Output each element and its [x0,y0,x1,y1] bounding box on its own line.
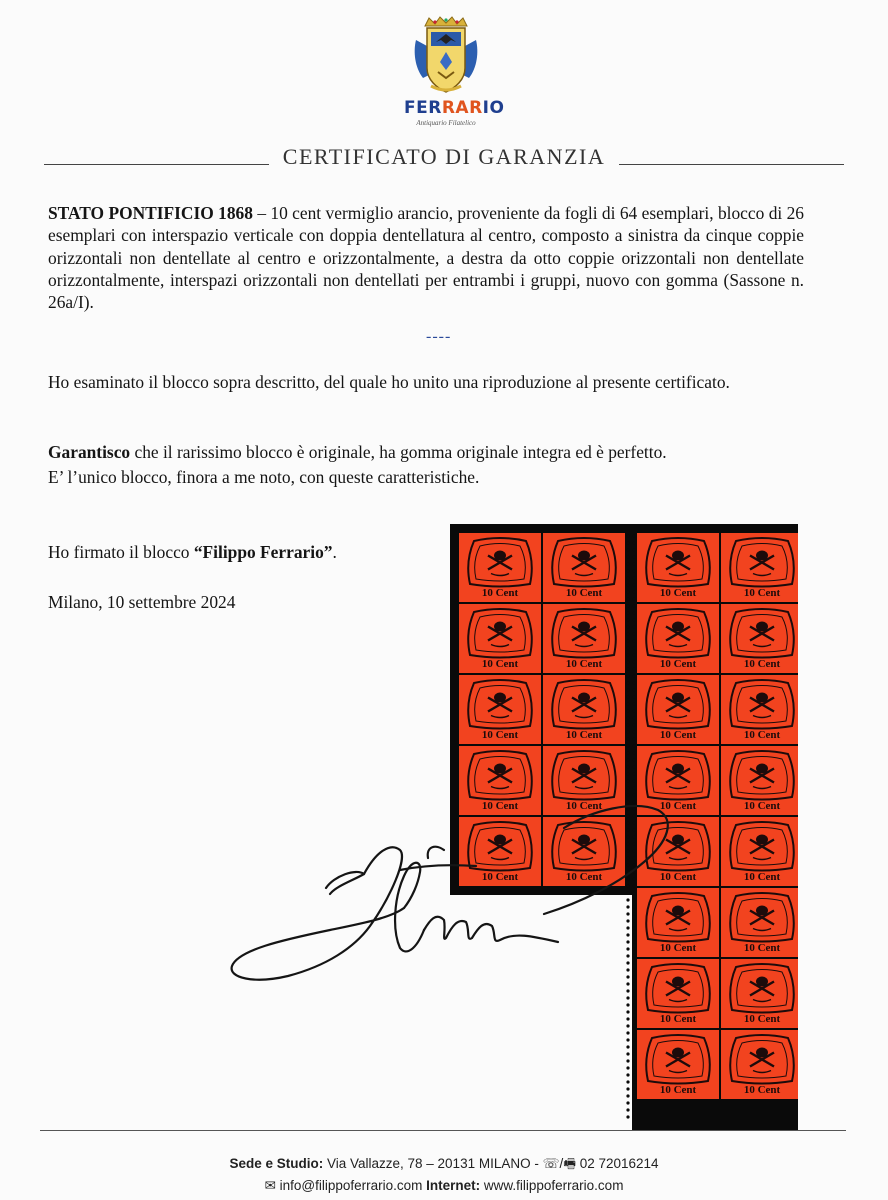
stamp-value-label: 10 Cent [481,658,519,670]
stamp [543,675,625,744]
coat-of-arms-icon [411,16,481,96]
title-rule-left [44,164,269,165]
footer-address-text: Via Vallazze, 78 – 20131 MILANO - ☏/🖷 02 72016214 [323,1156,659,1171]
stamp-value-label: 10 Cent [659,942,697,954]
stamp-value-label: 10 Cent [481,800,519,812]
envelope-icon: ✉ [264,1178,276,1193]
stamp-block [450,524,798,1130]
footer-website[interactable]: www.filippoferrario.com [480,1178,624,1193]
stamp [637,959,719,1028]
stamp-value-label: 10 Cent [659,587,697,599]
stamp-value-label: 10 Cent [565,587,603,599]
stamp-value-label: 10 Cent [565,729,603,741]
stamp [543,817,625,886]
stamp [637,675,719,744]
stamp [721,817,798,886]
stamp-value-label: 10 Cent [743,658,781,670]
stamp-value-label: 10 Cent [565,871,603,883]
stamp [459,604,541,673]
stamp [459,675,541,744]
stamp-value-label: 10 Cent [743,871,781,883]
stamp-value-label: 10 Cent [743,1084,781,1096]
examined-paragraph: Ho esaminato il blocco sopra descritto, del quale ho unito una riproduzione al presente certificato. [48,372,730,392]
stamp-value-label: 10 Cent [659,729,697,741]
stamp-value-label: 10 Cent [743,800,781,812]
certificate-title-row [44,142,844,172]
stamp [721,675,798,744]
footer-contacts [0,1178,888,1194]
certificate-title: CERTIFICATO DI GARANZIA [282,144,606,169]
stamp [721,1030,798,1099]
guarantee-lead: Garantisco [48,442,131,462]
footer-email[interactable]: info@filippoferrario.com [275,1178,427,1193]
stamp [543,604,625,673]
stamp-value-label: 10 Cent [659,1013,697,1025]
stamp-value-label: 10 Cent [743,942,781,954]
stamp [459,746,541,815]
stamp-value-label: 10 Cent [743,1013,781,1025]
stamp [459,533,541,602]
footer-sede-label: Sede e Studio: [229,1156,324,1171]
guarantee-text: che il rarissimo blocco è originale, ha gomma originale integra ed è perfetto. [130,442,667,462]
stamp [637,817,719,886]
stamp [721,604,798,673]
stamp-value-label: 10 Cent [659,658,697,670]
stamp [543,746,625,815]
signed-prefix: Ho firmato il blocco [48,542,194,562]
signer-name: “Filippo Ferrario” [193,542,333,562]
guarantee-line-1 [48,441,667,463]
stamp [637,533,719,602]
stamp [543,533,625,602]
stamp [721,888,798,957]
stamp [721,959,798,1028]
footer-internet-label: Internet: [426,1178,481,1193]
stamp-block-image [450,524,798,1130]
separator: ---- [426,328,452,345]
stamp [637,1030,719,1099]
stamp-value-label: 10 Cent [743,729,781,741]
footer-rule [40,1130,846,1131]
stamp-value-label: 10 Cent [481,729,519,741]
stamp-value-label: 10 Cent [565,658,603,670]
stamp-value-label: 10 Cent [565,800,603,812]
stamp-value-label: 10 Cent [659,871,697,883]
brand-tagline: Antiquario Filatelico [416,119,476,127]
place-date: Milano, 10 settembre 2024 [48,592,236,612]
stamp [637,888,719,957]
stamp-value-label: 10 Cent [481,871,519,883]
footer-address [0,1154,888,1177]
stamp [459,817,541,886]
signed-statement [48,541,337,563]
stamp [637,746,719,815]
stamp-value-label: 10 Cent [659,800,697,812]
description-lead: STATO PONTIFICIO 1868 [48,203,253,223]
stamp-value-label: 10 Cent [659,1084,697,1096]
stamp [721,746,798,815]
stamp-value-label: 10 Cent [743,587,781,599]
ferrario-logo [404,16,505,127]
description-text: – 10 cent vermiglio arancio, proveniente da fogli di 64 esemplari, blocco di 26 esemplari con interspazio verticale con doppia dentellatura al centro, composto a sinistra da cinque coppie orizzontali non dentellate al centro e orizzontalmente, a destra da otto coppie orizzontali non dentellate orizzontalmente, interspazi orizzontali non dentellati per entrambi i gruppi, nuovo con gomma (Sassone n. 26a/I). [48,203,804,313]
signed-suffix: . [332,542,337,562]
stamp-value-label: 10 Cent [481,587,519,599]
stamp [721,533,798,602]
brand-name: FERRARIO [404,98,505,118]
title-rule-right [619,164,844,165]
stamp [637,604,719,673]
guarantee-line-2: E’ l’unico blocco, finora a me noto, con queste caratteristiche. [48,467,480,487]
description-paragraph [48,202,804,313]
